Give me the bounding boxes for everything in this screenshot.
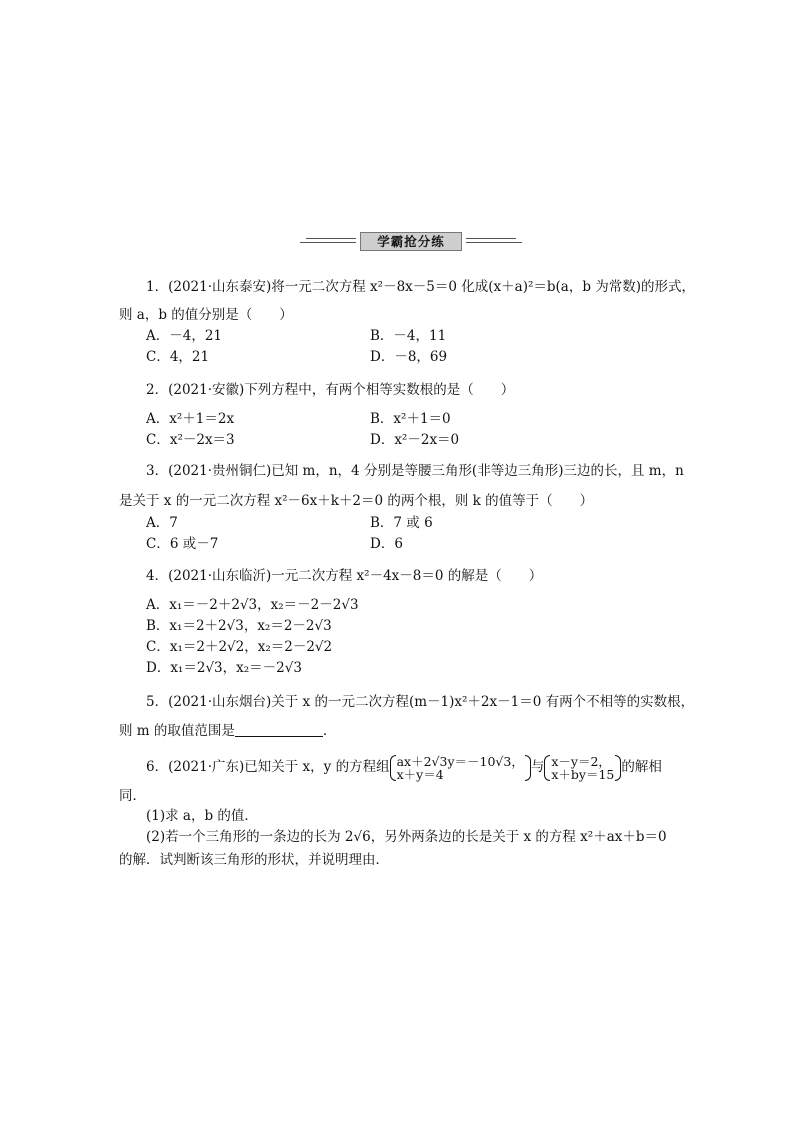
q6-system-1-eq1: ax＋2√3y＝－10√3， <box>396 753 524 769</box>
q6-part2-line2: 的解．试判断该三角形的形状，并说明理由． <box>119 852 389 868</box>
q6-prefix: 6．(2021·广东)已知关于 x，y 的方程组 <box>146 759 390 775</box>
banner-rule-left-top <box>306 238 356 239</box>
q2-option-d: D．x²－2x＝0 <box>370 432 460 448</box>
q5-stem-line1: 5．(2021·山东烟台)关于 x 的一元二次方程(m－1)x²＋2x－1＝0 有两个不相等的实数根， <box>146 694 695 710</box>
q5-stem-line2 <box>119 722 336 740</box>
q3-option-d: D．6 <box>370 536 403 552</box>
q5-stem-text: 则 m 的取值范围是 <box>119 723 235 739</box>
q4-option-a: A．x₁＝－2＋2√3，x₂＝－2－2√3 <box>146 597 359 613</box>
q6-mid: 与 <box>530 759 545 775</box>
q6-part2-line1: (2)若一个三角形的一条边的长为 2√6，另外两条边的长是关于 x 的方程 x²＋ax＋b＝0 <box>146 829 667 845</box>
q1-option-a: A．－4，21 <box>146 328 223 344</box>
q6-stem-line1 <box>146 752 662 782</box>
right-brace <box>525 755 531 781</box>
q6-system-2 <box>544 755 621 781</box>
banner-rule-left-bottom <box>300 242 356 243</box>
right-brace <box>615 755 621 781</box>
section-banner <box>300 230 522 252</box>
q3-option-a: A．7 <box>146 515 178 531</box>
q6-suffix: 的解相 <box>621 759 662 775</box>
banner-title: 学霸抢分练 <box>360 232 462 251</box>
q2-stem: 2．(2021·安徽)下列方程中，有两个相等实数根的是（ ） <box>146 382 515 398</box>
q4-option-b: B．x₁＝2＋2√3，x₂＝2－2√3 <box>146 618 332 634</box>
left-brace <box>390 755 396 781</box>
q4-stem: 4．(2021·山东临沂)一元二次方程 x²－4x－8＝0 的解是（ ） <box>146 568 543 584</box>
left-brace <box>544 755 550 781</box>
q1-option-c: C．4，21 <box>146 349 210 365</box>
q6-system-2-eq2: x＋by＝15 <box>551 766 615 782</box>
q5-answer-blank[interactable] <box>235 723 323 737</box>
banner-rule-right-bottom <box>466 242 522 243</box>
q1-stem-line1: 1．(2021·山东泰安)将一元二次方程 x²－8x－5＝0 化成(x＋a)²＝b(a，b 为常数)的形式， <box>146 279 696 295</box>
q3-option-c: C．6 或－7 <box>146 536 219 552</box>
q5-stem-period: ． <box>322 723 337 739</box>
q4-option-d: D．x₁＝2√3，x₂＝－2√3 <box>146 660 302 676</box>
q6-stem-line2: 同． <box>119 788 146 804</box>
q3-option-b: B．7 或 6 <box>370 515 433 531</box>
q1-stem-line2: 则 a，b 的值分别是（ ） <box>119 307 293 323</box>
q3-stem-line2: 是关于 x 的一元二次方程 x²－6x＋k＋2＝0 的两个根，则 k 的值等于（ ） <box>119 493 594 509</box>
banner-rule-right-top <box>466 238 516 239</box>
q2-option-b: B．x²＋1＝0 <box>370 411 451 427</box>
q1-option-b: B．－4，11 <box>370 328 447 344</box>
q6-system-1 <box>390 755 531 781</box>
q3-stem-line1: 3．(2021·贵州铜仁)已知 m，n，4 分别是等腰三角形(非等边三角形)三边的长，且 m，n <box>146 463 684 479</box>
q1-option-d: D．－8，69 <box>370 349 448 365</box>
q2-option-c: C．x²－2x＝3 <box>146 432 235 448</box>
q6-part1: (1)求 a，b 的值． <box>146 808 258 824</box>
q6-system-2-eq1: x－y＝2， <box>551 753 611 769</box>
q4-option-c: C．x₁＝2＋2√2，x₂＝2－2√2 <box>146 639 333 655</box>
q6-system-1-eq2: x＋y＝4 <box>396 766 444 782</box>
q2-option-a: A．x²＋1＝2x <box>146 411 235 427</box>
